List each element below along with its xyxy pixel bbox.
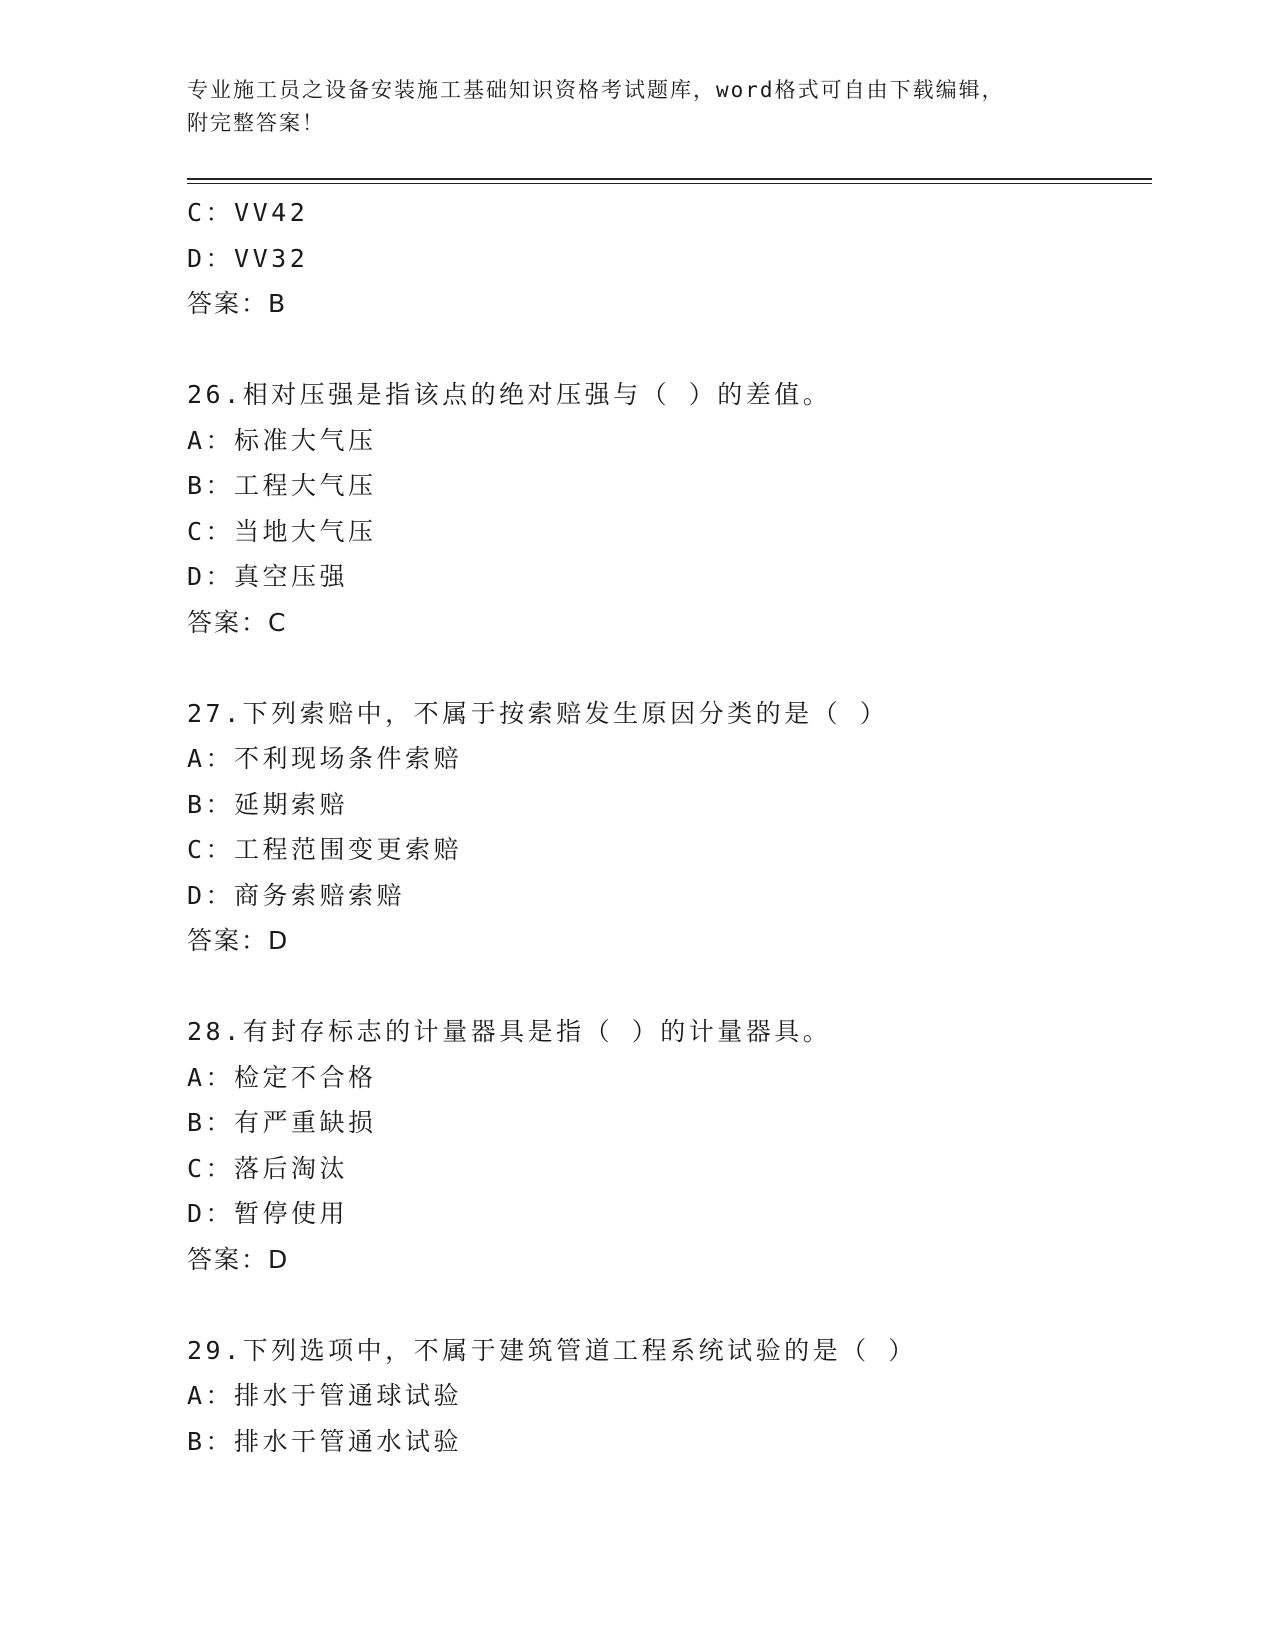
question-stem: 26.相对压强是指该点的绝对压强与（ ）的差值。 bbox=[187, 380, 832, 409]
spacer bbox=[187, 645, 1152, 691]
option-a: A：检定不合格 bbox=[187, 1062, 377, 1092]
option-c: C：工程范围变更索赔 bbox=[187, 835, 463, 864]
header-divider-thick bbox=[187, 178, 1152, 180]
option-b: B：延期索赔 bbox=[187, 789, 349, 819]
spacer bbox=[187, 327, 1152, 373]
option-a: A：排水于管通球试验 bbox=[187, 1381, 463, 1410]
spacer bbox=[187, 1282, 1152, 1328]
answer-line: 答案：B bbox=[187, 289, 288, 318]
answer-line: 答案：D bbox=[187, 926, 290, 955]
previous-question-fragment bbox=[187, 190, 1152, 327]
option-d: D：商务索赔索赔 bbox=[187, 880, 406, 910]
question-list bbox=[187, 190, 1152, 1464]
option-c: C：落后淘汰 bbox=[187, 1153, 349, 1183]
answer-line: 答案：C bbox=[187, 607, 288, 637]
option-c: C：VV42 bbox=[187, 198, 309, 227]
option-b: B：有严重缺损 bbox=[187, 1108, 377, 1137]
spacer bbox=[187, 964, 1152, 1010]
header-line-2: 附完整答案！ bbox=[187, 111, 325, 135]
document-header bbox=[187, 74, 1087, 140]
option-a: A：不利现场条件索赔 bbox=[187, 744, 463, 773]
question-stem: 29.下列选项中，不属于建筑管道工程系统试验的是（ ） bbox=[187, 1335, 917, 1365]
question-28 bbox=[187, 1009, 1152, 1282]
option-b: B：工程大气压 bbox=[187, 471, 377, 500]
question-27 bbox=[187, 691, 1152, 964]
answer-line: 答案：D bbox=[187, 1244, 290, 1274]
option-d: D：暂停使用 bbox=[187, 1199, 349, 1228]
option-d: D：真空压强 bbox=[187, 562, 349, 591]
question-26 bbox=[187, 372, 1152, 645]
option-a: A：标准大气压 bbox=[187, 425, 377, 455]
option-d: D：VV32 bbox=[187, 243, 309, 273]
header-line-1: 专业施工员之设备安装施工基础知识资格考试题库，word格式可自由下载编辑， bbox=[187, 78, 1005, 102]
question-stem: 28.有封存标志的计量器具是指（ ）的计量器具。 bbox=[187, 1017, 832, 1046]
option-b: B：排水干管通水试验 bbox=[187, 1426, 463, 1456]
question-29 bbox=[187, 1328, 1152, 1465]
question-stem: 27.下列索赔中，不属于按索赔发生原因分类的是（ ） bbox=[187, 698, 889, 728]
option-c: C：当地大气压 bbox=[187, 516, 377, 546]
header-divider-thin bbox=[187, 183, 1152, 184]
